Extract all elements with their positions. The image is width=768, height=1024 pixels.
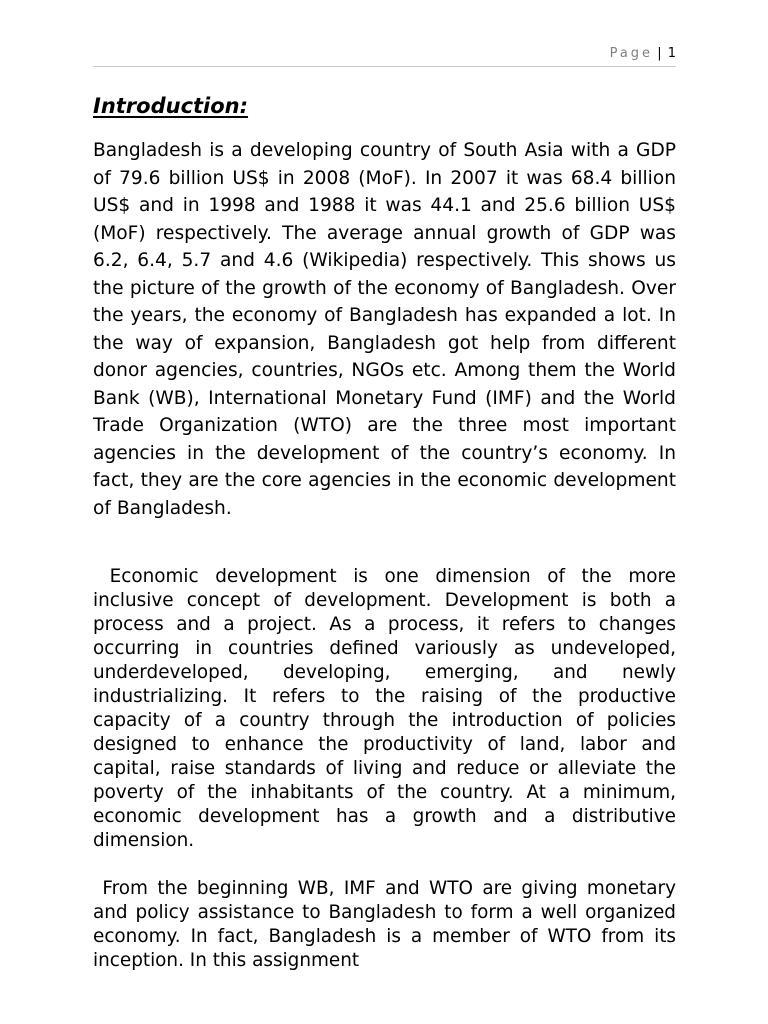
section-heading: Introduction: bbox=[93, 94, 249, 118]
page-number: 1 bbox=[667, 46, 676, 61]
paragraph-1: Bangladesh is a developing country of South Asia with a GDP of 79.6 billion US$ in 2008 (MoF). In 2007 it was 68.4 billion US$ and in 1998 and 1988 it was 44.1 and 25.6 billion US$ (MoF) respectively. The average annual growth of GDP was 6.2, 6.4, 5.7 and 4.6 (Wikipedia) respectively. This shows us the picture of the growth of the economy of Bangladesh. Over the years, the economy of Bangladesh has expanded a lot. In the way of expansion, Bangladesh got help from different donor agencies, countries, NGOs etc. Among them the World Bank (WB), International Monetary Fund (IMF) and the World Trade Organization (WTO) are the three most important agencies in the development of the country’s economy. In fact, they are the core agencies in the economic development of Bangladesh. bbox=[93, 140, 676, 519]
page-header bbox=[93, 40, 676, 67]
paragraph-2: Economic development is one dimension of the more inclusive concept of development. Development is both a process and a project. As a process, it refers to changes occurring in countries defined variously as undeveloped, underdeveloped, developing, emerging, and newly industrializing. It refers to the raising of the productive capacity of a country through the introduction of policies designed to enhance the productivity of land, labor and capital, raise standards of living and reduce or alleviate the poverty of the inhabitants of the country. At a minimum, economic development has a growth and a distributive dimension. bbox=[93, 566, 676, 851]
page-separator: | bbox=[657, 46, 662, 61]
paragraph-3: From the beginning WB, IMF and WTO are giving monetary and policy assistance to Bangladesh to form a well organized economy. In fact, Bangladesh is a member of WTO from its inception. In this assignment bbox=[93, 878, 676, 971]
page-label: Page bbox=[609, 46, 654, 61]
page-number-indicator bbox=[610, 46, 676, 62]
